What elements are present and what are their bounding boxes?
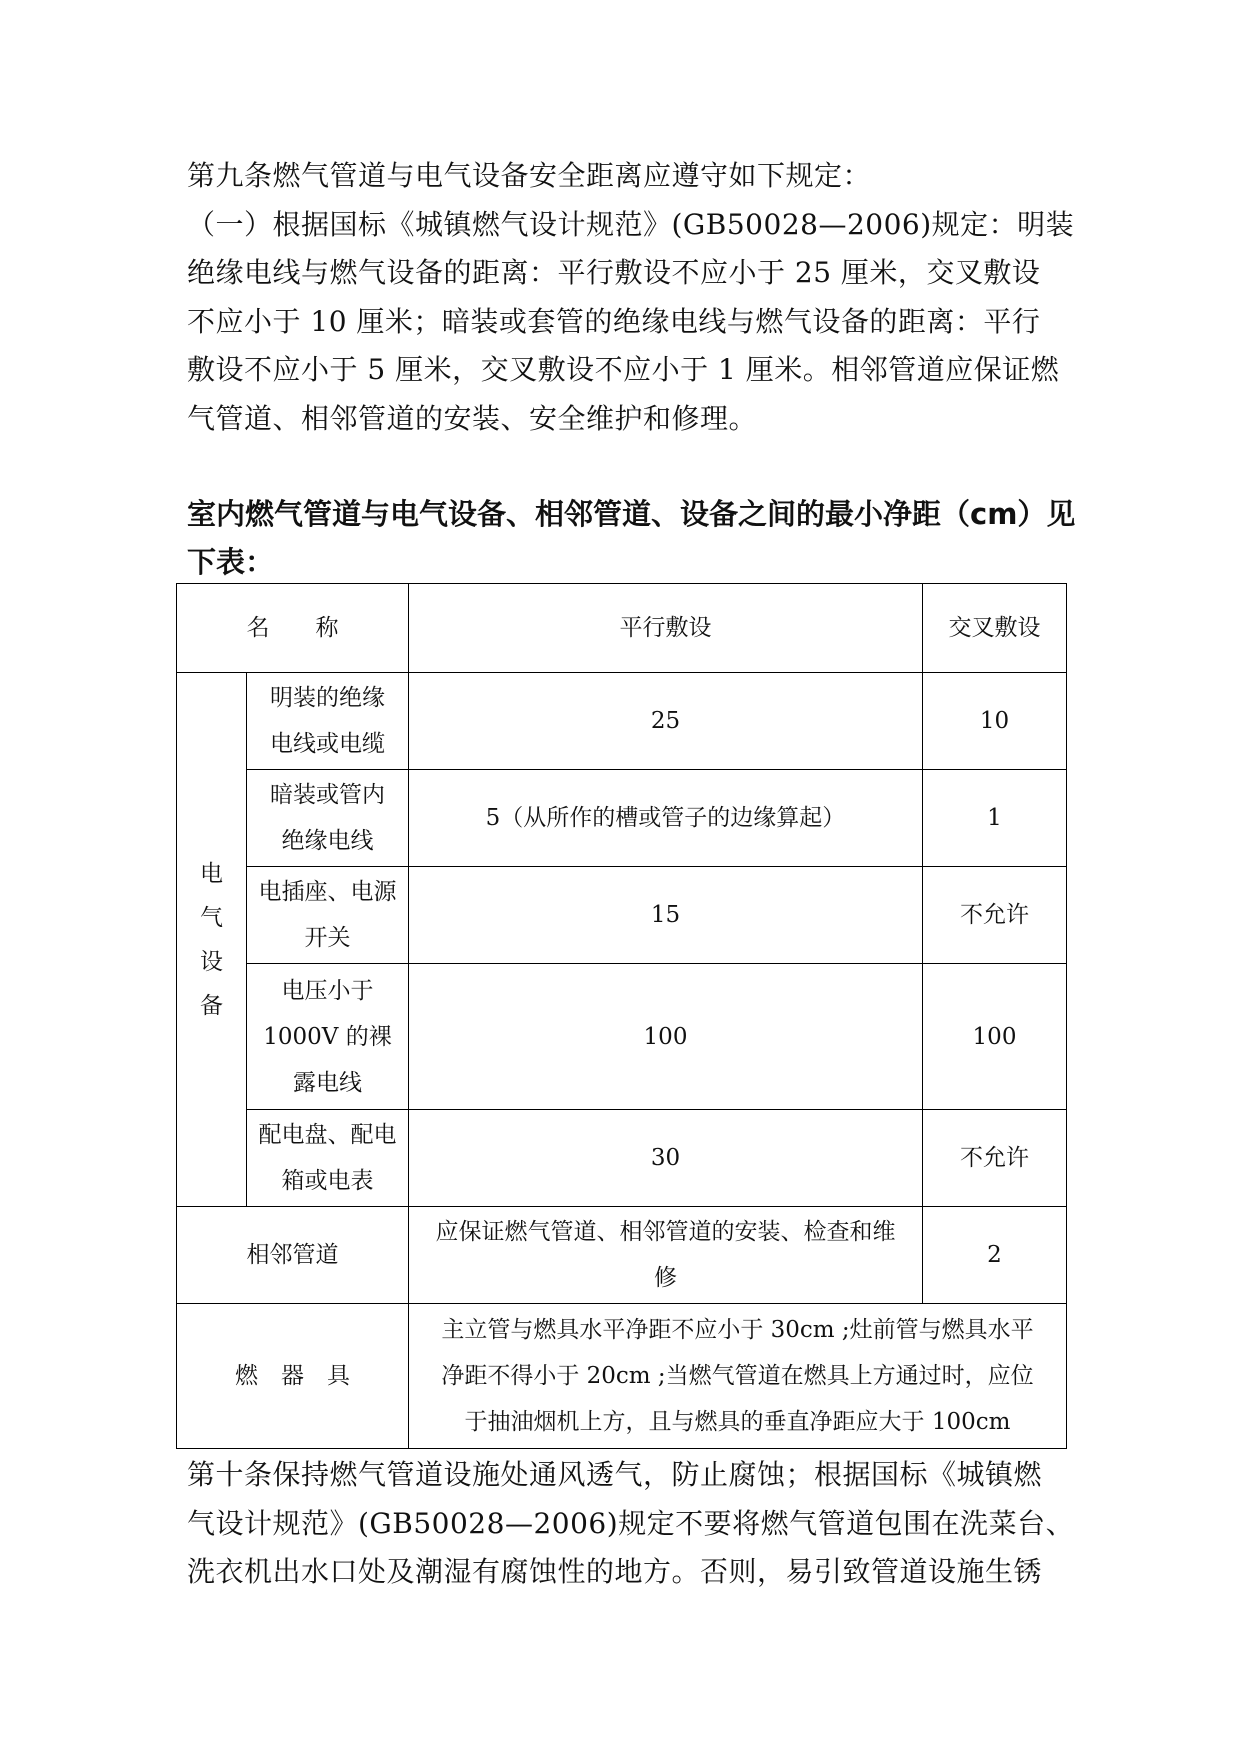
adjacent-cross: 2	[923, 1207, 1067, 1304]
row-cross: 10	[923, 673, 1067, 770]
row-name: 电插座、电源 开关	[247, 867, 409, 964]
adjacent-name: 相邻管道	[177, 1207, 409, 1304]
table-heading	[187, 490, 1076, 586]
table-row	[177, 964, 1067, 1110]
row-name: 电压小于 1000V 的裸 露电线	[247, 964, 409, 1110]
row-cross: 100	[923, 964, 1067, 1110]
row-name: 配电盘、配电 箱或电表	[247, 1110, 409, 1207]
article-9-line: 绝缘电线与燃气设备的距离：平行敷设不应小于 25 厘米，交叉敷设	[187, 256, 1041, 289]
distance-table	[176, 583, 1067, 1449]
adjacent-parallel: 应保证燃气管道、相邻管道的安装、检查和维 修	[409, 1207, 923, 1304]
table-row	[177, 1110, 1067, 1207]
table-row	[177, 770, 1067, 867]
article-9-line: 不应小于 10 厘米；暗装或套管的绝缘电线与燃气设备的距离：平行	[187, 304, 1041, 338]
table-row-adjacent	[177, 1207, 1067, 1304]
table-row	[177, 673, 1067, 770]
row-parallel: 5（从所作的槽或管子的边缘算起）	[409, 770, 923, 867]
header-cross: 交叉敷设	[923, 584, 1067, 673]
row-parallel: 15	[409, 867, 923, 964]
table-header-row	[177, 584, 1067, 673]
appliance-text: 主立管与燃具水平净距不应小于 30cm ;灶前管与燃具水平 净距不得小于 20cm ;当燃气管道在燃具上方通过时，应位 于抽油烟机上方，且与燃具的垂直净距应大于 100cm	[409, 1304, 1067, 1449]
row-cross: 1	[923, 770, 1067, 867]
header-name: 名 称	[177, 584, 409, 673]
row-cross: 不允许	[923, 1110, 1067, 1207]
group-label-electrical: 电 气 设 备	[177, 673, 247, 1207]
table-heading-line: 下表：	[187, 545, 275, 579]
table-row	[177, 867, 1067, 964]
row-name: 暗装或管内 绝缘电线	[247, 770, 409, 867]
row-parallel: 25	[409, 673, 923, 770]
article-9-line: （一）根据国标《城镇燃气设计规范》(GB50028—2006)规定：明装	[187, 207, 1075, 241]
row-parallel: 30	[409, 1110, 923, 1207]
article-9-line: 气管道、相邻管道的安装、安全维护和修理。	[187, 401, 758, 435]
row-parallel: 100	[409, 964, 923, 1110]
article-10-line: 洗衣机出水口处及潮湿有腐蚀性的地方。否则，易引致管道设施生锈	[187, 1555, 1043, 1588]
article-9-line: 敷设不应小于 5 厘米，交叉敷设不应小于 1 厘米。相邻管道应保证燃	[187, 353, 1060, 386]
table-row-appliance	[177, 1304, 1067, 1449]
appliance-name: 燃 器 具	[177, 1304, 409, 1449]
article-10-line: 第十条保持燃气管道设施处通风透气，防止腐蚀；根据国标《城镇燃	[187, 1458, 1043, 1491]
header-parallel: 平行敷设	[409, 584, 923, 673]
row-name: 明装的绝缘 电线或电缆	[247, 673, 409, 770]
article-9	[187, 152, 1075, 443]
row-cross: 不允许	[923, 867, 1067, 964]
table-heading-line: 室内燃气管道与电气设备、相邻管道、设备之间的最小净距（cm）见	[187, 497, 1076, 531]
article-10	[187, 1451, 1075, 1597]
article-10-line: 气设计规范》(GB50028—2006)规定不要将燃气管道包围在洗菜台、	[187, 1506, 1075, 1540]
article-9-line: 第九条燃气管道与电气设备安全距离应遵守如下规定：	[187, 159, 872, 192]
